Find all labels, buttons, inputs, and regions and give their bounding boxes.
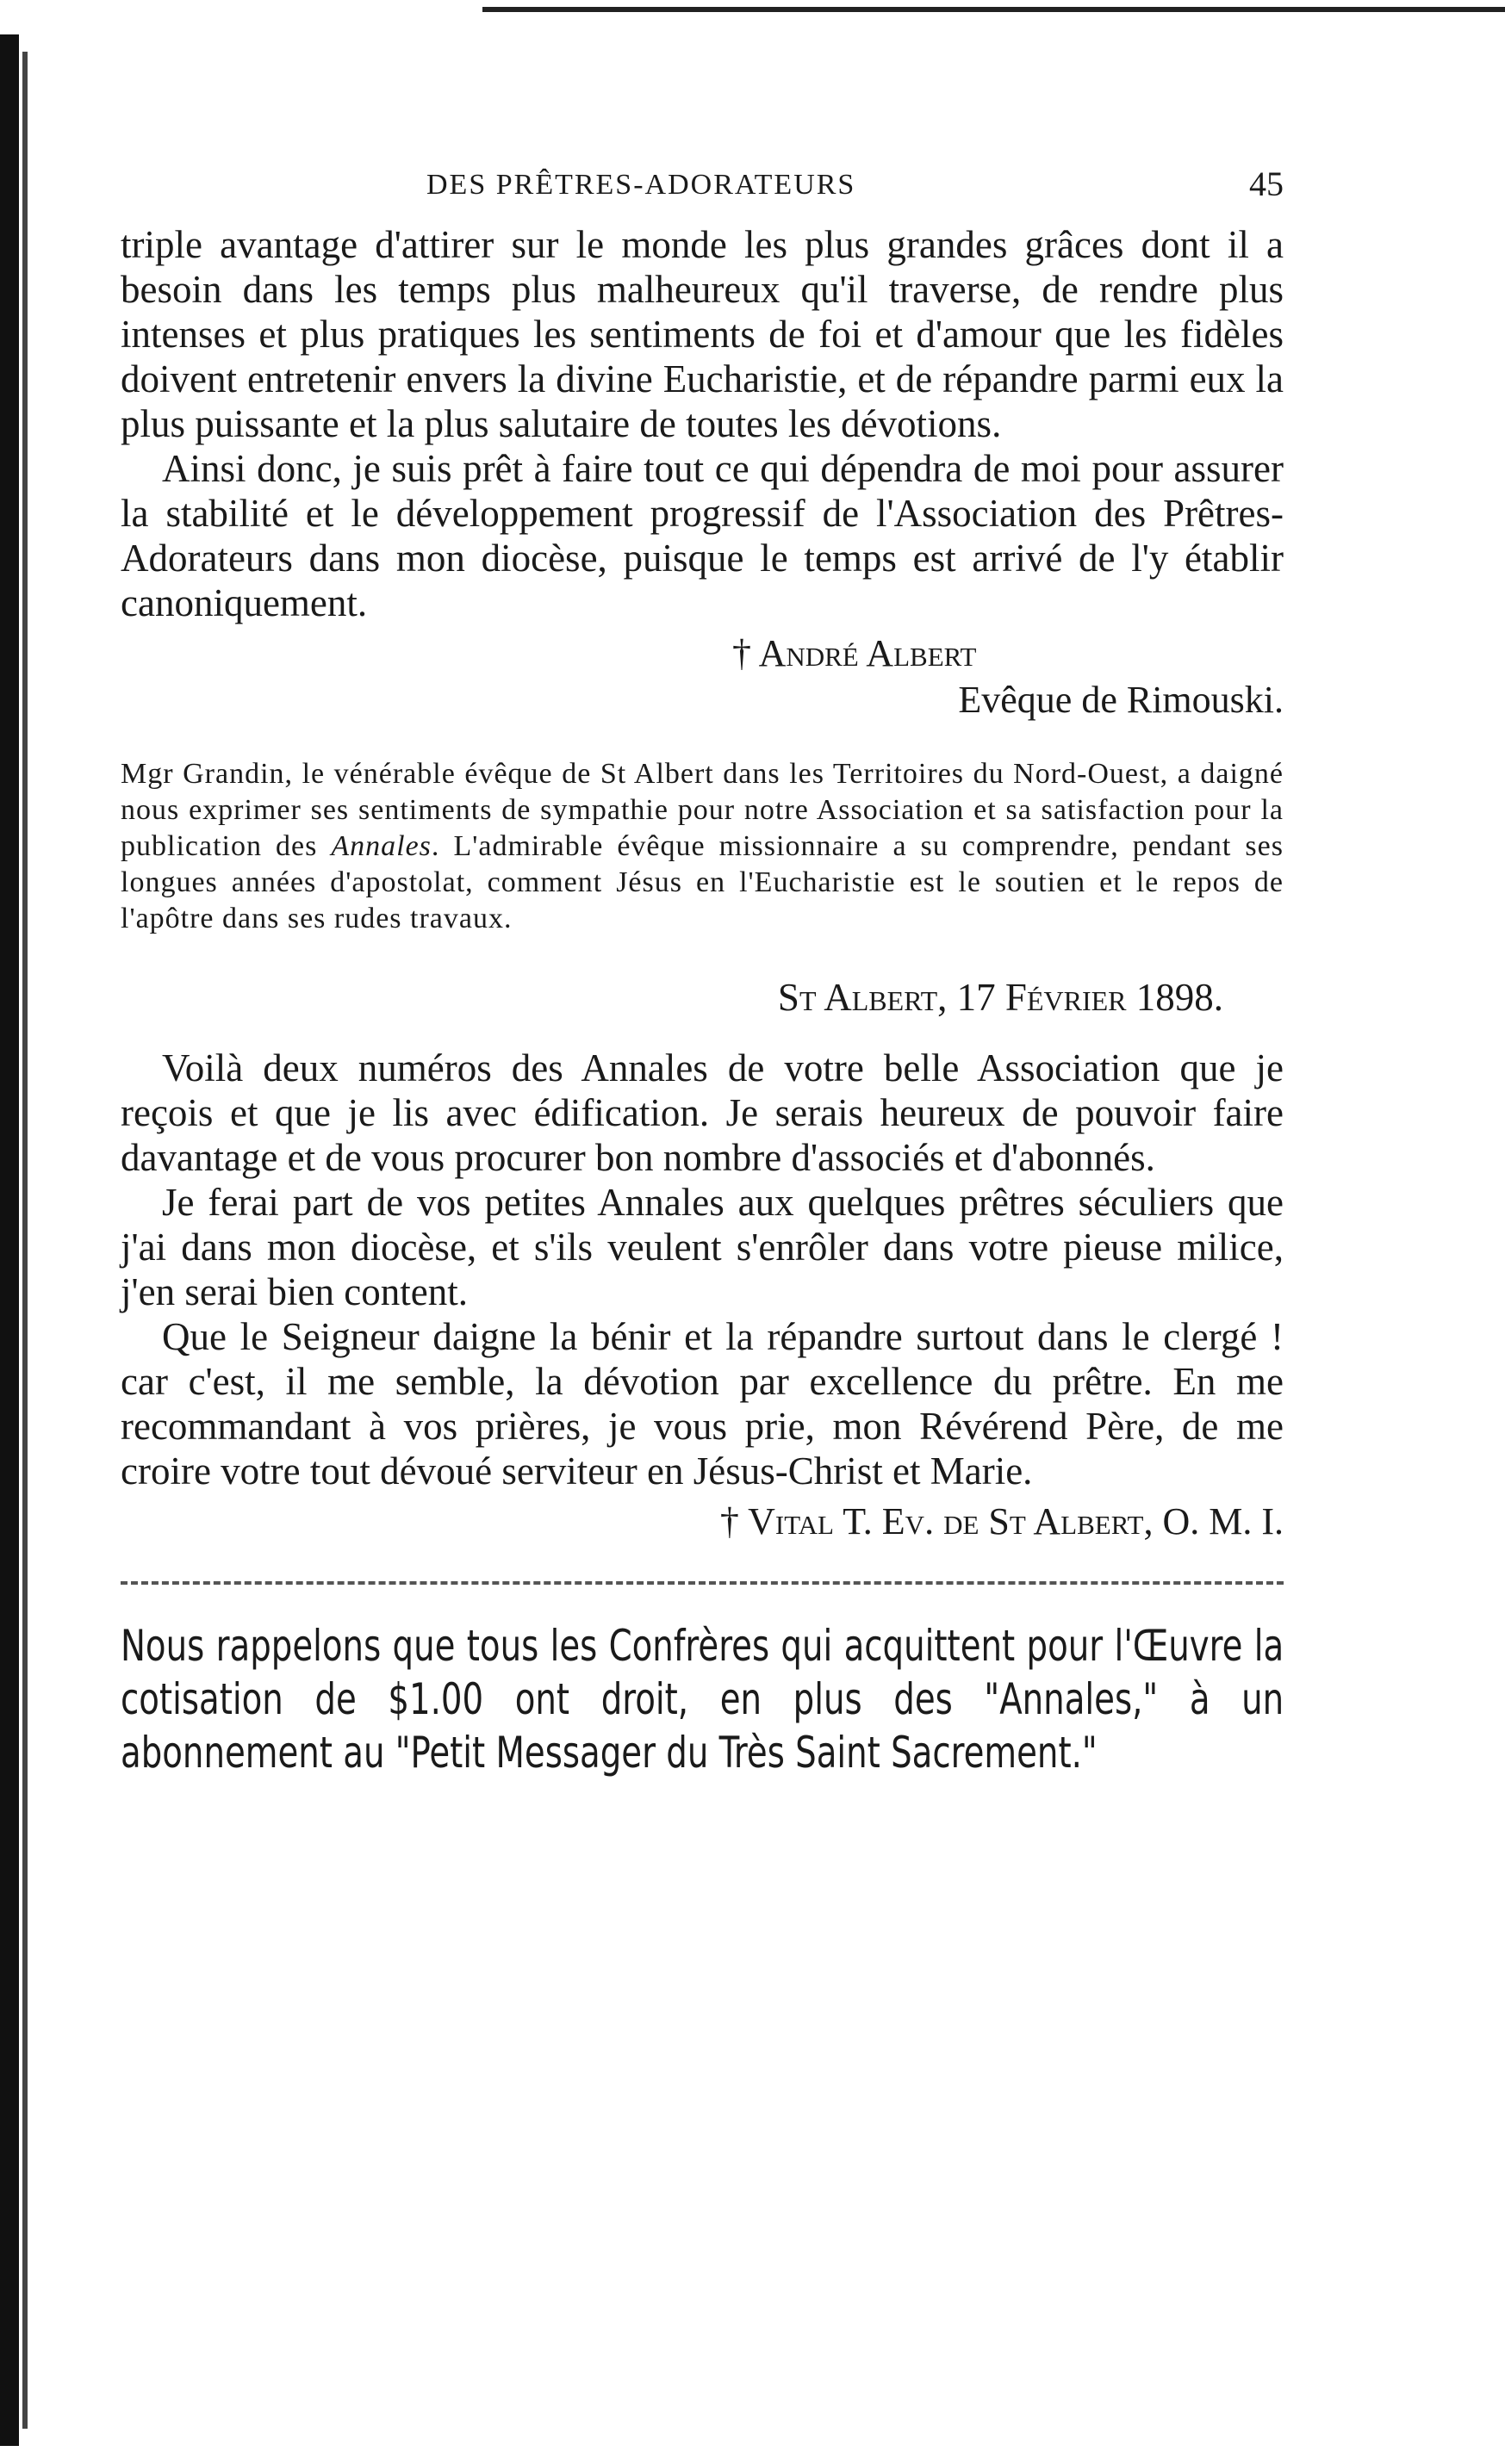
- letter2-dateline: St Albert, 17 Février 1898.: [777, 976, 1223, 1019]
- signature-title: Evêque de Rimouski.: [958, 679, 1284, 721]
- editor-note-italic: Annales: [331, 830, 432, 862]
- editor-note-text-1: Mgr Grandin, le vénérable évêque de St Albert dans les Territoires du Nord-Ouest, a daigné nous exprimer ses sentiments de sympathie pour notre Association et sa satisfaction pour la publication des: [121, 758, 1284, 862]
- scan-edge-left: [0, 34, 19, 2446]
- page-number: 45: [1249, 164, 1284, 203]
- letter1-paragraph-2: Ainsi donc, je suis prêt à faire tout ce qui dépendra de moi pour assurer la stabilité et le développement progressif de l'Association des Prêtres-Adorateurs dans mon diocèse, puisque le temps est arrivé de l'y établir canoniquement.: [121, 447, 1284, 624]
- editor-note-text-2: . L'admirable évêque missionnaire a su comprendre, pendant ses longues années d'apostolat, comment Jésus en l'Eucharistie est le soutien et le repos de l'apôtre dans ses rudes travaux.: [121, 830, 1284, 934]
- editor-note: [121, 756, 1284, 937]
- running-title: DES PRÊTRES-ADORATEURS: [426, 169, 856, 201]
- letter1-signature: [121, 630, 1284, 723]
- scan-edge-top: [482, 7, 1505, 12]
- letter2-paragraph-3: Que le Seigneur daigne la bénir et la répandre surtout dans le clergé ! car c'est, il me semble, la dévotion par excellence du prêtre. En me recommandant à vos prières, je vous prie, mon Révérend Père, de me croire votre tout dévoué serviteur en Jésus-Christ et Marie.: [121, 1315, 1284, 1493]
- letter2-paragraph-2: Je ferai part de vos petites Annales aux quelques prêtres séculiers que j'ai dans mon diocèse, et s'ils veulent s'enrôler dans votre pieuse milice, j'en serai bien content.: [121, 1181, 1284, 1313]
- scan-edge-left-inner: [22, 52, 28, 2429]
- signature-name: † André Albert: [732, 632, 977, 674]
- letter1-paragraph-1: triple avantage d'attirer sur le monde les plus grandes grâces dont il a besoin dans les temps plus malheureux qu'il traverse, de rendre plus intenses et plus pratiques les sentiments de foi et d'amour que les fidèles doivent entretenir envers la divine Eucharistie, et de répandre parmi eux la plus puissante et la plus salutaire de toutes les dévotions.: [121, 223, 1284, 445]
- subscription-notice: Nous rappelons que tous les Confrères qui acquittent pour l'Œuvre la cotisation de $1.00 ont droit, en plus des "Annales," à un abonnement au "Petit Messager du Très Saint Sacrement.": [121, 1621, 1284, 1778]
- running-head: [121, 164, 1284, 207]
- letter2-signature: † Vital T. Ev. de St Albert, O. M. I.: [719, 1500, 1284, 1542]
- letter2-paragraph-1: Voilà deux numéros des Annales de votre belle Association que je reçois et que je lis avec édification. Je serais heureux de pouvoir faire davantage et de vous procurer bon nombre d'associés et d'abonnés.: [121, 1046, 1284, 1179]
- page: [121, 164, 1284, 1779]
- section-divider: [121, 1581, 1284, 1585]
